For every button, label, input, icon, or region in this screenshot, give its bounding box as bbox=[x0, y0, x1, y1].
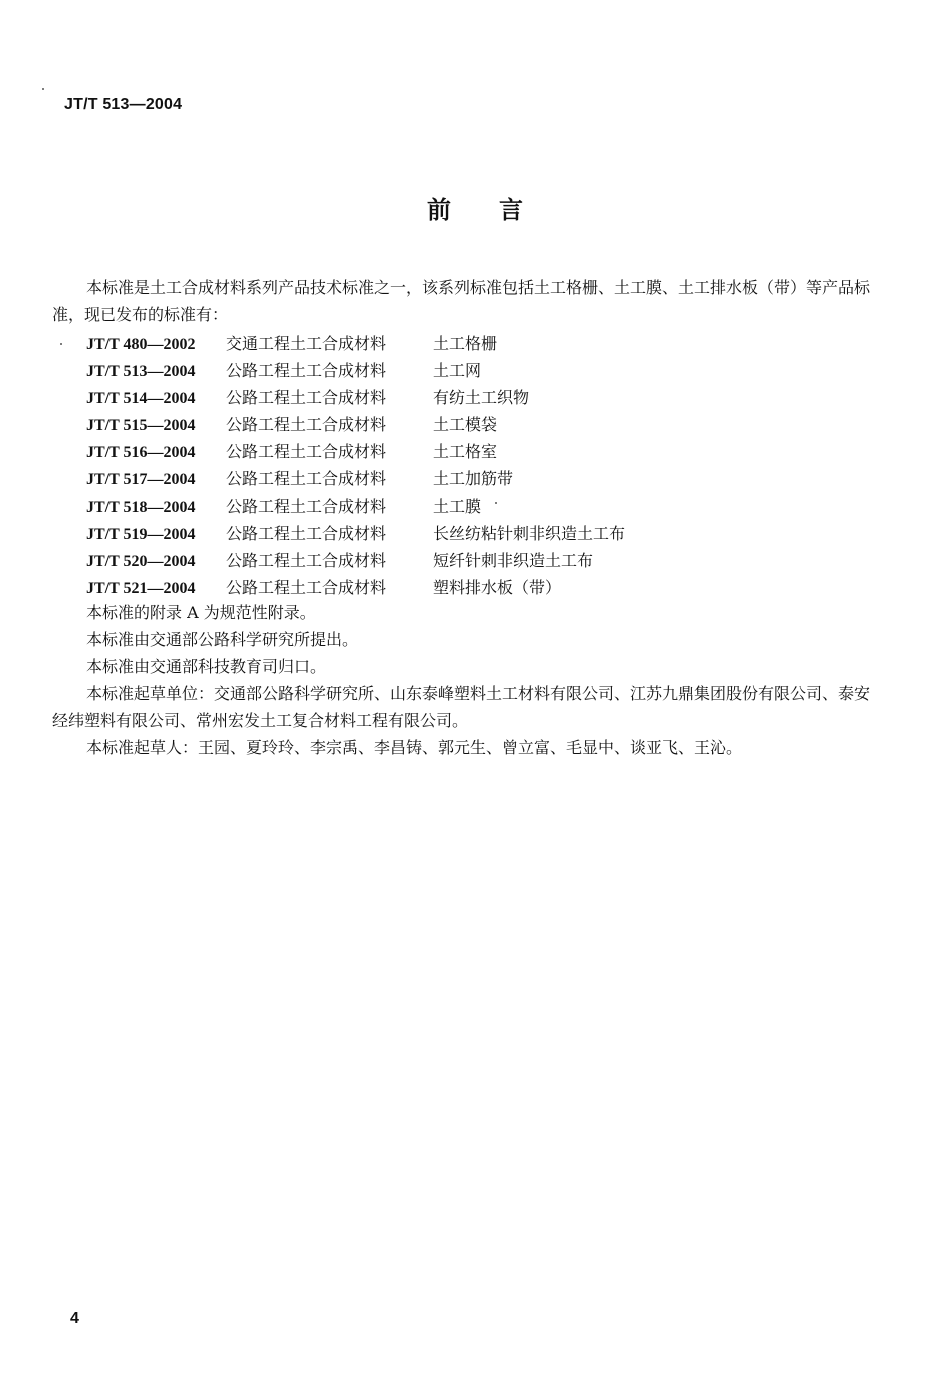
standard-code: JT/T 519—2004 bbox=[86, 525, 196, 543]
drafters-text: 本标准起草人：王园、夏玲玲、李宗禹、李昌铸、郭元生、曾立富、毛显中、谈亚飞、王沁。 bbox=[86, 738, 743, 757]
standard-series: 交通工程土工合成材料 bbox=[226, 334, 387, 353]
drafting-units-text: 本标准起草单位：交通部公路科学研究所、山东泰峰塑料土工材料有限公司、江苏九鼎集团股份有限公司、泰安经纬塑料有限公司、常州宏发土工复合材料工程有限公司。 bbox=[52, 684, 871, 730]
standard-row bbox=[86, 438, 625, 465]
standard-name: 土工膜 bbox=[433, 496, 482, 516]
standard-name: 长丝纺粘针刺非织造土工布 bbox=[433, 523, 626, 543]
appendix-text: 本标准的附录 A 为规范性附录。 bbox=[86, 603, 316, 622]
standard-code: JT/T 518—2004 bbox=[86, 498, 196, 516]
standard-name: 有纺土工织物 bbox=[433, 388, 530, 408]
standard-name: 土工格室 bbox=[433, 442, 498, 462]
drafters-paragraph bbox=[52, 734, 882, 761]
standard-code: JT/T 517—2004 bbox=[86, 471, 196, 489]
standard-code: JT/T 520—2004 bbox=[86, 552, 196, 570]
proposed-by-text: 本标准由交通部公路科学研究所提出。 bbox=[86, 630, 359, 649]
standard-name: 土工格栅 bbox=[433, 334, 498, 353]
standard-name: 塑料排水板（带） bbox=[433, 577, 562, 597]
standard-series: 公路工程土工合成材料 bbox=[226, 388, 387, 408]
scan-speck bbox=[60, 343, 62, 345]
standard-name: 土工模袋 bbox=[433, 415, 498, 435]
appendix-note bbox=[52, 599, 882, 626]
standard-row bbox=[86, 411, 625, 438]
standard-series: 公路工程土工合成材料 bbox=[226, 469, 387, 489]
standard-series: 公路工程土工合成材料 bbox=[226, 523, 387, 543]
standard-row bbox=[86, 357, 625, 384]
standard-row bbox=[86, 330, 625, 357]
standard-series: 公路工程土工合成材料 bbox=[226, 550, 387, 570]
standard-row bbox=[86, 465, 625, 492]
managed-by-text: 本标准由交通部科技教育司归口。 bbox=[86, 657, 327, 676]
page-number: 4 bbox=[70, 1310, 79, 1327]
standard-code: JT/T 514—2004 bbox=[86, 390, 196, 408]
page-title: 前言 bbox=[427, 196, 571, 224]
intro-text: 本标准是土工合成材料系列产品技术标准之一，该系列标准包括土工格栅、土工膜、土工排水板（带）等产品标准，现已发布的标准有： bbox=[52, 278, 871, 324]
standard-series: 公路工程土工合成材料 bbox=[226, 361, 387, 381]
standard-name: 土工网 bbox=[433, 361, 482, 381]
standard-name: 土工加筋带 bbox=[433, 469, 514, 489]
standards-list bbox=[86, 330, 625, 601]
intro-paragraph bbox=[52, 274, 882, 328]
standard-row bbox=[86, 384, 625, 411]
standard-series: 公路工程土工合成材料 bbox=[226, 577, 387, 597]
standard-series: 公路工程土工合成材料 bbox=[226, 442, 387, 462]
standard-row bbox=[86, 493, 625, 520]
standard-code: JT/T 516—2004 bbox=[86, 444, 196, 462]
standard-code-header: JT/T 513—2004 bbox=[64, 96, 183, 113]
proposed-by-note bbox=[52, 626, 882, 653]
standard-code: JT/T 521—2004 bbox=[86, 579, 196, 597]
scan-speck bbox=[495, 502, 497, 504]
standard-row bbox=[86, 520, 625, 547]
standard-series: 公路工程土工合成材料 bbox=[226, 496, 387, 516]
standard-row bbox=[86, 547, 625, 574]
standard-code: JT/T 513—2004 bbox=[86, 363, 196, 381]
standard-name: 短纤针刺非织造土工布 bbox=[433, 550, 594, 570]
standard-row bbox=[86, 574, 625, 601]
standard-series: 公路工程土工合成材料 bbox=[226, 415, 387, 435]
standard-code: JT/T 480—2002 bbox=[86, 336, 196, 353]
drafting-units-paragraph bbox=[52, 680, 882, 734]
standard-code: JT/T 515—2004 bbox=[86, 417, 196, 435]
managed-by-note bbox=[52, 653, 882, 680]
scan-speck bbox=[42, 88, 44, 90]
